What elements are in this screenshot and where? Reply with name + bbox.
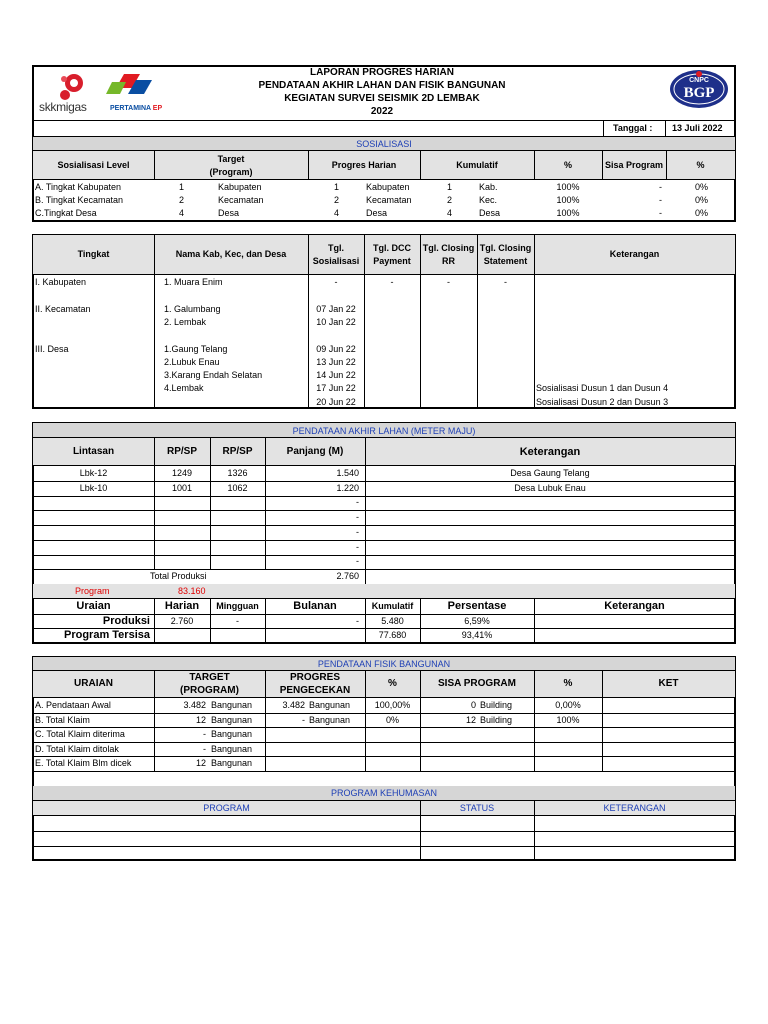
col-bulanan: Bulanan xyxy=(293,600,337,612)
col-kumulatif: Kumulatif xyxy=(371,601,414,611)
panjang-cell: 1.220 xyxy=(336,483,359,493)
lahan-title: PENDATAAN AKHIR LAHAN (METER MAJU) xyxy=(292,426,476,436)
panjang-cell: - xyxy=(356,556,359,566)
fisik-pct-cell: 0% xyxy=(385,715,399,725)
tingkat-ket-cell: Sosialisasi Dusun 1 dan Dusun 4 xyxy=(536,383,669,393)
rp2-cell: 1062 xyxy=(227,483,248,493)
tgl-sos-cell: 09 Jun 22 xyxy=(316,344,356,354)
col-tgl-sos-2: Sosialisasi xyxy=(312,256,360,266)
fisik-target-unit: Bangunan xyxy=(211,758,253,768)
fisik-progres-unit: Bangunan xyxy=(309,715,351,725)
tingkat-ket-cell: Sosialisasi Dusun 2 dan Dusun 3 xyxy=(536,397,669,407)
col-tgl-dcc: Tgl. DCC xyxy=(373,243,411,253)
tgl-sos-cell: 10 Jan 22 xyxy=(316,317,356,327)
panjang-cell: - xyxy=(356,542,359,552)
fisik-title: PENDATAAN FISIK BANGUNAN xyxy=(317,659,451,669)
col-persentase: Persentase xyxy=(447,600,507,612)
nama-cell: 2.Lubuk Enau xyxy=(164,357,220,367)
col-sos-sisa: Sisa Program xyxy=(604,160,664,170)
fisik-uraian-cell: A. Pendataan Awal xyxy=(35,700,111,710)
col-fisik-target: TARGET xyxy=(189,672,230,683)
col-kh-program: PROGRAM xyxy=(203,803,250,813)
lahan-row-line xyxy=(33,525,735,526)
col-tgl-rr-2: RR xyxy=(442,256,455,266)
rp1-cell: 1249 xyxy=(171,468,193,478)
col-summary-ket: Keterangan xyxy=(604,600,665,612)
col-kh-ket: KETERANGAN xyxy=(603,803,666,813)
pertamina-logo xyxy=(106,70,172,116)
nama-cell: 1.Gaung Telang xyxy=(164,344,228,354)
bgp-logo-text: BGP xyxy=(683,85,715,101)
col-lintasan: Lintasan xyxy=(72,446,115,457)
lahan-row-line xyxy=(33,510,735,511)
tgl-sos-cell: 20 Jun 22 xyxy=(316,397,356,407)
col-fisik-pct2: % xyxy=(563,678,573,689)
col-lahan-ket: Keterangan xyxy=(519,446,581,458)
fisik-uraian-cell: B. Total Klaim xyxy=(35,715,90,725)
lahan-ket-cell: Desa Lubuk Enau xyxy=(514,483,586,493)
fisik-uraian-cell: E. Total Klaim Blm dicek xyxy=(35,758,132,768)
col-rp2: RP/SP xyxy=(222,446,253,457)
panjang-cell: - xyxy=(356,497,359,507)
fisik-row-line xyxy=(33,727,735,728)
fisik-progres-num: - xyxy=(302,715,305,725)
tanggal-value: 13 Juli 2022 xyxy=(672,123,723,133)
col-mingguan: Mingguan xyxy=(216,601,259,611)
fisik-row-line xyxy=(33,742,735,743)
cnpc-logo-text: CNPC xyxy=(689,77,709,84)
fisik-pct-cell: 100,00% xyxy=(374,700,411,710)
rp1-cell: 1001 xyxy=(171,483,193,493)
panjang-cell: - xyxy=(356,512,359,522)
fisik-sisa-num: 12 xyxy=(465,715,476,725)
tanggal-label: Tanggal : xyxy=(613,123,653,133)
col-fisik-sisa: SISA PROGRAM xyxy=(438,678,516,689)
nama-cell: 3.Karang Endah Selatan xyxy=(164,370,263,380)
lahan-row-line xyxy=(33,540,735,541)
col-sos-level: Sosialisasi Level xyxy=(57,160,130,170)
panjang-cell: - xyxy=(356,527,359,537)
fisik-sisa-unit: Building xyxy=(480,715,513,725)
col-sos-target-program: (Program) xyxy=(209,167,253,177)
report-subtitle: PENDATAAN AKHIR LAHAN DAN FISIK BANGUNAN xyxy=(258,80,506,91)
program-label: Program xyxy=(75,586,110,596)
col-harian: Harian xyxy=(164,600,200,612)
fisik-uraian-cell: D. Total Klaim ditolak xyxy=(35,744,119,754)
program-row xyxy=(33,584,735,598)
fisik-pct2-cell: 0,00% xyxy=(555,700,581,710)
tgl-st-cell: - xyxy=(504,277,507,287)
fisik-target-num: - xyxy=(203,729,206,739)
col-tingkat-ket: Keterangan xyxy=(609,249,660,259)
total-produksi-label: Total Produksi xyxy=(150,571,207,581)
col-tgl-st-2: Statement xyxy=(483,256,528,266)
nama-cell: 4.Lembak xyxy=(164,383,204,393)
report-year: 2022 xyxy=(370,106,394,117)
lahan-row-line xyxy=(33,496,735,497)
tingkat-cell: I. Kabupaten xyxy=(35,277,87,287)
lahan-col-line xyxy=(210,438,211,569)
fisik-sisa-unit: Building xyxy=(480,700,513,710)
panjang-cell: 1.540 xyxy=(336,468,359,478)
tgl-sos-cell: 07 Jan 22 xyxy=(316,304,356,314)
col-fisik-uraian: URAIAN xyxy=(74,678,113,689)
nama-cell: 2. Lembak xyxy=(164,317,207,327)
fisik-target-unit: Bangunan xyxy=(211,700,253,710)
col-sos-kumulatif: Kumulatif xyxy=(456,160,498,170)
col-uraian: Uraian xyxy=(76,600,111,612)
fisik-row-line xyxy=(33,756,735,757)
tgl-rr-cell: - xyxy=(447,277,450,287)
nama-cell: 1. Muara Enim xyxy=(164,277,223,287)
lintasan-cell: Lbk-10 xyxy=(79,483,108,493)
lahan-col-line xyxy=(365,438,366,569)
col-fisik-ket: KET xyxy=(658,678,679,689)
lintasan-cell: Lbk-12 xyxy=(79,468,108,478)
col-tingkat: Tingkat xyxy=(77,249,110,259)
total-produksi-value: 2.760 xyxy=(336,571,359,581)
skkmigas-logo-text: skkmigas xyxy=(39,100,87,114)
col-fisik-progres-2: PENGECEKAN xyxy=(279,685,351,696)
pertamina-logo-text: PERTAMINA EP xyxy=(110,105,163,112)
report-title: LAPORAN PROGRES HARIAN xyxy=(310,67,454,78)
report-activity: KEGIATAN SURVEI SEISMIK 2D LEMBAK xyxy=(284,93,480,104)
col-tgl-dcc-2: Payment xyxy=(373,256,411,266)
fisik-sisa-num: 0 xyxy=(470,700,476,710)
fisik-target-unit: Bangunan xyxy=(211,715,253,725)
rp2-cell: 1326 xyxy=(227,468,248,478)
fisik-target-unit: Bangunan xyxy=(211,744,253,754)
col-sos-progres: Progres Harian xyxy=(331,160,397,170)
fisik-target-num: - xyxy=(203,744,206,754)
nama-cell: 1. Galumbang xyxy=(164,304,221,314)
tingkat-cell: III. Desa xyxy=(35,344,69,354)
col-tgl-sos: Tgl. xyxy=(328,243,344,253)
col-kh-status: STATUS xyxy=(459,803,495,813)
col-rp1: RP/SP xyxy=(166,446,197,457)
sosialisasi-title: SOSIALISASI xyxy=(356,139,412,149)
fisik-uraian-cell: C. Total Klaim diterima xyxy=(35,729,125,739)
program-value: 83.160 xyxy=(178,586,206,596)
skkmigas-logo xyxy=(38,70,102,116)
fisik-target-num: 3.482 xyxy=(183,700,206,710)
lahan-row-line xyxy=(33,555,735,556)
bgp-cnpc-logo xyxy=(668,68,730,110)
col-fisik-progres: PROGRES xyxy=(289,672,340,683)
tgl-dcc-cell: - xyxy=(390,277,394,287)
col-tgl-st: Tgl. Closing xyxy=(479,243,532,253)
col-fisik-pct: % xyxy=(388,678,397,689)
fisik-target-unit: Bangunan xyxy=(211,729,253,739)
lahan-col-line xyxy=(154,438,155,569)
tgl-sos-cell: 17 Jun 22 xyxy=(316,383,356,393)
tingkat-cell: II. Kecamatan xyxy=(35,304,91,314)
tgl-sos-cell: 13 Jun 22 xyxy=(316,357,356,367)
col-panjang: Panjang (M) xyxy=(286,446,344,457)
col-sos-pct: % xyxy=(563,160,572,170)
fisik-row-line xyxy=(33,713,735,714)
tgl-sos-cell: 14 Jun 22 xyxy=(316,370,356,380)
lahan-ket-cell: Desa Gaung Telang xyxy=(510,468,590,478)
col-nama: Nama Kab, Kec, dan Desa xyxy=(175,249,287,259)
tgl-sos-cell: - xyxy=(334,277,338,287)
fisik-target-num: 12 xyxy=(195,758,206,768)
kehumasan-title: PROGRAM KEHUMASAN xyxy=(330,788,437,798)
col-fisik-target-2: (PROGRAM) xyxy=(180,685,239,696)
fisik-progres-unit: Bangunan xyxy=(309,700,351,710)
col-tgl-rr: Tgl. Closing xyxy=(422,243,475,253)
lahan-row-line xyxy=(33,481,735,482)
col-sos-pct2: % xyxy=(696,160,705,170)
fisik-pct2-cell: 100% xyxy=(556,715,580,725)
fisik-progres-num: 3.482 xyxy=(282,700,305,710)
col-sos-target: Target xyxy=(217,154,245,164)
fisik-target-num: 12 xyxy=(195,715,206,725)
